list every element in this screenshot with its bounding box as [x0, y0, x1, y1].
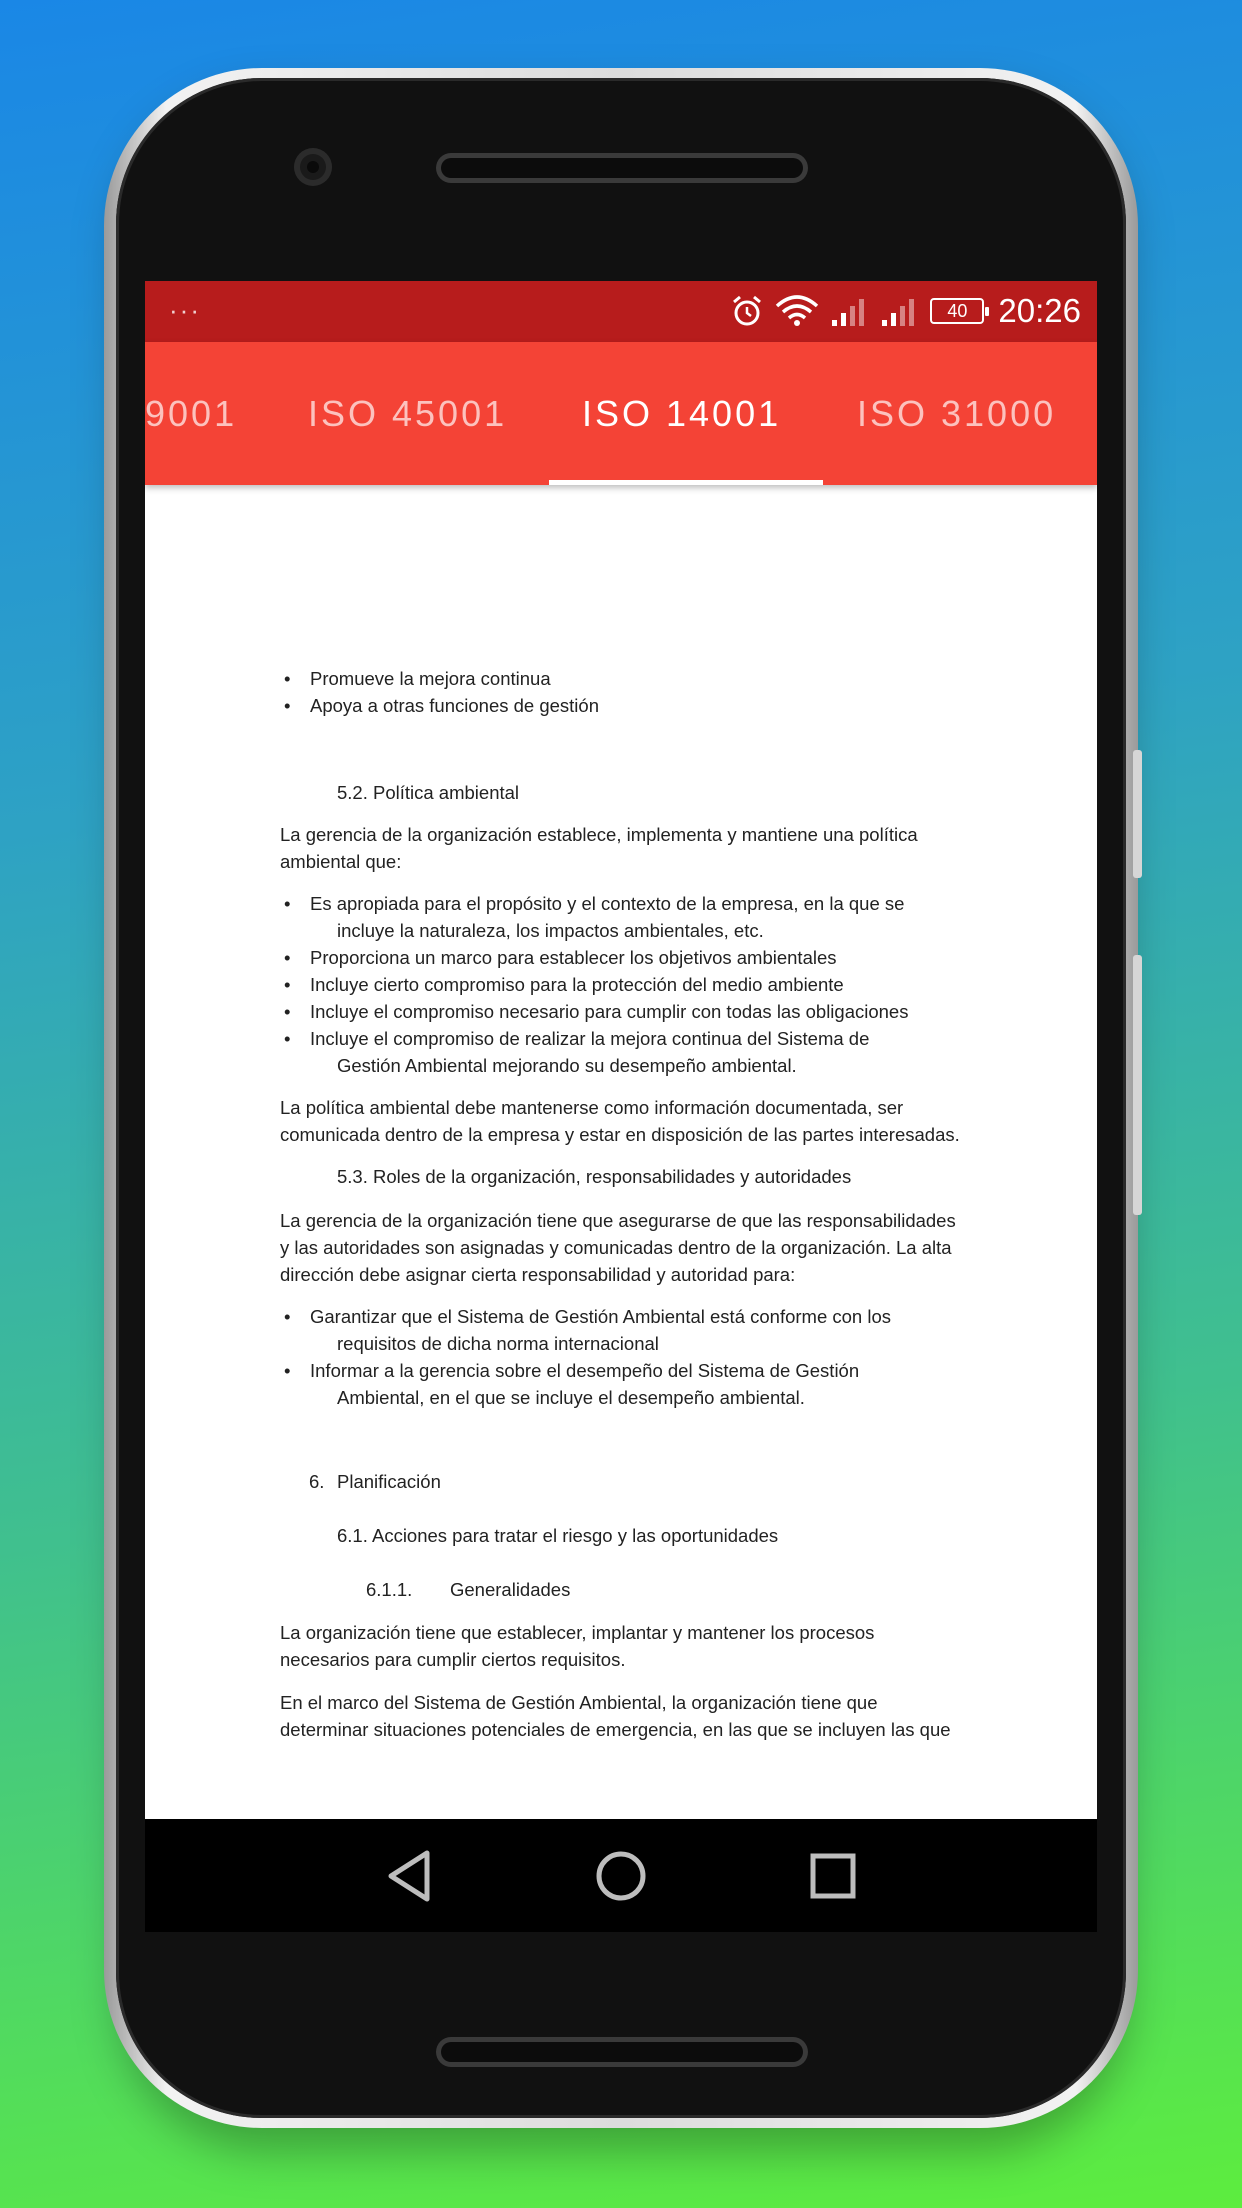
navigation-bar	[145, 1819, 1097, 1932]
tab-bar	[145, 342, 1097, 485]
top-speaker	[436, 153, 808, 183]
wifi-icon	[774, 294, 820, 328]
paragraph-line: necesarios para cumplir ciertos requisitos.	[280, 1649, 626, 1670]
section-heading: 6.1. Acciones para tratar el riesgo y las oportunidades	[337, 1525, 779, 1546]
paragraph-line: comunicada dentro de la empresa y estar en disposición de las partes interesadas.	[280, 1124, 960, 1145]
list-item: • Promueve la mejora continua	[310, 665, 1000, 692]
screen	[145, 281, 1097, 1932]
list-item-continuation: requisitos de dicha norma internacional	[337, 1333, 659, 1354]
list-item-continuation: Gestión Ambiental mejorando su desempeño ambiental.	[337, 1055, 797, 1076]
list-item: • Incluye cierto compromiso para la protección del medio ambiente	[310, 971, 1000, 998]
tab-iso-31000[interactable]: ISO 31000	[857, 393, 1057, 434]
recents-icon[interactable]	[804, 1847, 862, 1905]
notification-dots-icon: ···	[169, 295, 201, 325]
section-number: 6.	[309, 1471, 325, 1492]
volume-button	[1133, 750, 1142, 878]
paragraph-line: La gerencia de la organización tiene que asegurarse de que las responsabilidades	[280, 1210, 956, 1231]
power-button	[1133, 955, 1142, 1215]
battery-level: 40	[947, 301, 968, 321]
paragraph-line: y las autoridades son asignadas y comunicadas dentro de la organización. La alta	[280, 1237, 952, 1258]
back-icon[interactable]	[381, 1847, 439, 1905]
front-camera-icon	[294, 148, 332, 186]
list-item: • Apoya a otras funciones de gestión	[310, 692, 1000, 719]
section-heading: 5.2. Política ambiental	[337, 782, 520, 803]
list-item-continuation: Ambiental, en el que se incluye el desempeño ambiental.	[337, 1387, 805, 1408]
list-item: • Incluye el compromiso necesario para cumplir con todas las obligaciones	[310, 998, 1000, 1025]
list-item: • Informar a la gerencia sobre el desempeño del Sistema de Gestión	[310, 1357, 1000, 1384]
paragraph-line: dirección debe asignar cierta responsabilidad y autoridad para:	[280, 1264, 796, 1285]
home-icon[interactable]	[592, 1847, 650, 1905]
alarm-icon	[730, 294, 764, 328]
clock: 20:26	[998, 292, 1081, 329]
signal-1-icon	[830, 294, 870, 328]
tab-iso-14001[interactable]: ISO 14001	[582, 393, 782, 434]
list-item-continuation: incluye la naturaleza, los impactos ambientales, etc.	[337, 920, 764, 941]
document-viewer[interactable]	[145, 485, 1097, 1849]
list-item: • Proporciona un marco para establecer los objetivos ambientales	[310, 944, 1000, 971]
paragraph-line: La política ambiental debe mantenerse como información documentada, ser	[280, 1097, 904, 1118]
tab-iso-45001[interactable]: ISO 45001	[308, 393, 508, 434]
section-heading: 5.3. Roles de la organización, responsabilidades y autoridades	[337, 1166, 852, 1187]
paragraph-line: En el marco del Sistema de Gestión Ambiental, la organización tiene que	[280, 1692, 878, 1713]
signal-2-icon	[880, 294, 920, 328]
list-item: • Es apropiada para el propósito y el contexto de la empresa, en la que se	[310, 890, 1000, 917]
battery-icon	[930, 298, 984, 324]
list-item: • Incluye el compromiso de realizar la mejora continua del Sistema de	[310, 1025, 1000, 1052]
tab-iso-9001[interactable]: 9001	[145, 393, 238, 434]
paragraph-line: La organización tiene que establecer, implantar y mantener los procesos	[280, 1622, 875, 1643]
section-number: 6.1.1.	[366, 1579, 413, 1600]
section-heading: Planificación	[337, 1471, 441, 1492]
paragraph-line: determinar situaciones potenciales de emergencia, en las que se incluyen las que	[280, 1719, 951, 1740]
paragraph-line: La gerencia de la organización establece, implementa y mantiene una política	[280, 824, 918, 845]
status-bar	[145, 281, 1097, 342]
paragraph-line: ambiental que:	[280, 851, 402, 872]
section-heading: Generalidades	[450, 1579, 571, 1600]
list-item: • Garantizar que el Sistema de Gestión Ambiental está conforme con los	[310, 1303, 1000, 1330]
status-icons	[730, 289, 1081, 333]
bottom-speaker	[436, 2037, 808, 2067]
